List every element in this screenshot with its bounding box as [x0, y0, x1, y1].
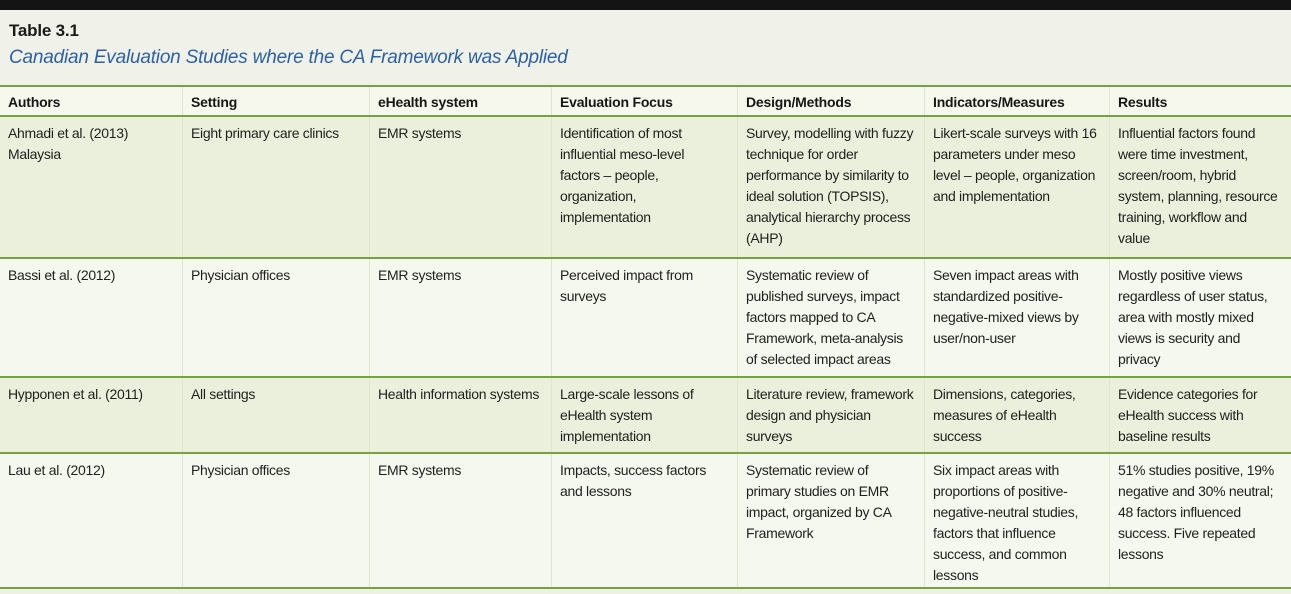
table-row	[0, 378, 1291, 454]
cell-evaluation-focus: Perceived impact from surveys	[551, 259, 737, 376]
table-row	[0, 117, 1291, 259]
cell-ehealth-system: EMR systems	[369, 259, 551, 376]
cell-setting: All settings	[182, 378, 369, 452]
cell-setting: Eight primary care clinics	[182, 117, 369, 257]
cell-results: 51% studies positive, 19% negative and 30% neutral; 48 factors influenced success. Five repeated lessons	[1109, 454, 1291, 587]
cell-authors: Bassi et al. (2012)	[8, 267, 116, 283]
cell-ehealth-system: EMR systems	[369, 454, 551, 587]
cell-design-methods: Literature review, framework design and physician surveys	[737, 378, 924, 452]
column-header-evaluation-focus: Evaluation Focus	[551, 87, 737, 115]
table-row	[0, 259, 1291, 378]
column-header-setting: Setting	[182, 87, 369, 115]
cell-setting: Physician offices	[182, 454, 369, 587]
cell-setting: Physician offices	[182, 259, 369, 376]
table-title-block	[0, 10, 1291, 85]
table-number: Table 3.1	[9, 21, 79, 40]
cell-authors: Hypponen et al. (2011)	[8, 386, 143, 402]
cell-indicators-measures: Six impact areas with proportions of positive-negative-neutral studies, factors that influence success, and common lessons	[924, 454, 1109, 587]
cell-authors: Ahmadi et al. (2013) Malaysia	[8, 125, 129, 162]
cell-authors: Lau et al. (2012)	[8, 462, 105, 478]
column-header-design-methods: Design/Methods	[737, 87, 924, 115]
evaluation-studies-table	[0, 85, 1291, 589]
table-caption: Canadian Evaluation Studies where the CA Framework was Applied	[9, 47, 568, 68]
cell-design-methods: Systematic review of published surveys, impact factors mapped to CA Framework, meta-analysis of selected impact areas	[737, 259, 924, 376]
cell-evaluation-focus: Identification of most influential meso-level factors – people, organization, implementation	[551, 117, 737, 257]
cell-evaluation-focus: Large-scale lessons of eHealth system implementation	[551, 378, 737, 452]
column-header-authors: Authors	[8, 94, 61, 110]
cell-results: Evidence categories for eHealth success with baseline results	[1109, 378, 1291, 452]
cell-design-methods: Systematic review of primary studies on EMR impact, organized by CA Framework	[737, 454, 924, 587]
cell-indicators-measures: Dimensions, categories, measures of eHealth success	[924, 378, 1109, 452]
cell-indicators-measures: Likert-scale surveys with 16 parameters under meso level – people, organization and implementation	[924, 117, 1109, 257]
column-header-ehealth-system: eHealth system	[369, 87, 551, 115]
cell-design-methods: Survey, modelling with fuzzy technique for order performance by similarity to ideal solution (TOPSIS), analytical hierarchy process (AHP)	[737, 117, 924, 257]
top-black-bar	[0, 0, 1291, 10]
cell-indicators-measures: Seven impact areas with standardized positive-negative-mixed views by user/non-user	[924, 259, 1109, 376]
cell-ehealth-system: EMR systems	[369, 117, 551, 257]
cell-ehealth-system: Health information systems	[369, 378, 551, 452]
table-header-row	[0, 87, 1291, 117]
table-row	[0, 454, 1291, 589]
cell-results: Influential factors found were time investment, screen/room, hybrid system, planning, resource training, workflow and value	[1109, 117, 1291, 257]
cell-results: Mostly positive views regardless of user status, area with mostly mixed views is security and privacy	[1109, 259, 1291, 376]
column-header-results: Results	[1109, 87, 1291, 115]
column-header-indicators-measures: Indicators/Measures	[924, 87, 1109, 115]
cell-evaluation-focus: Impacts, success factors and lessons	[551, 454, 737, 587]
